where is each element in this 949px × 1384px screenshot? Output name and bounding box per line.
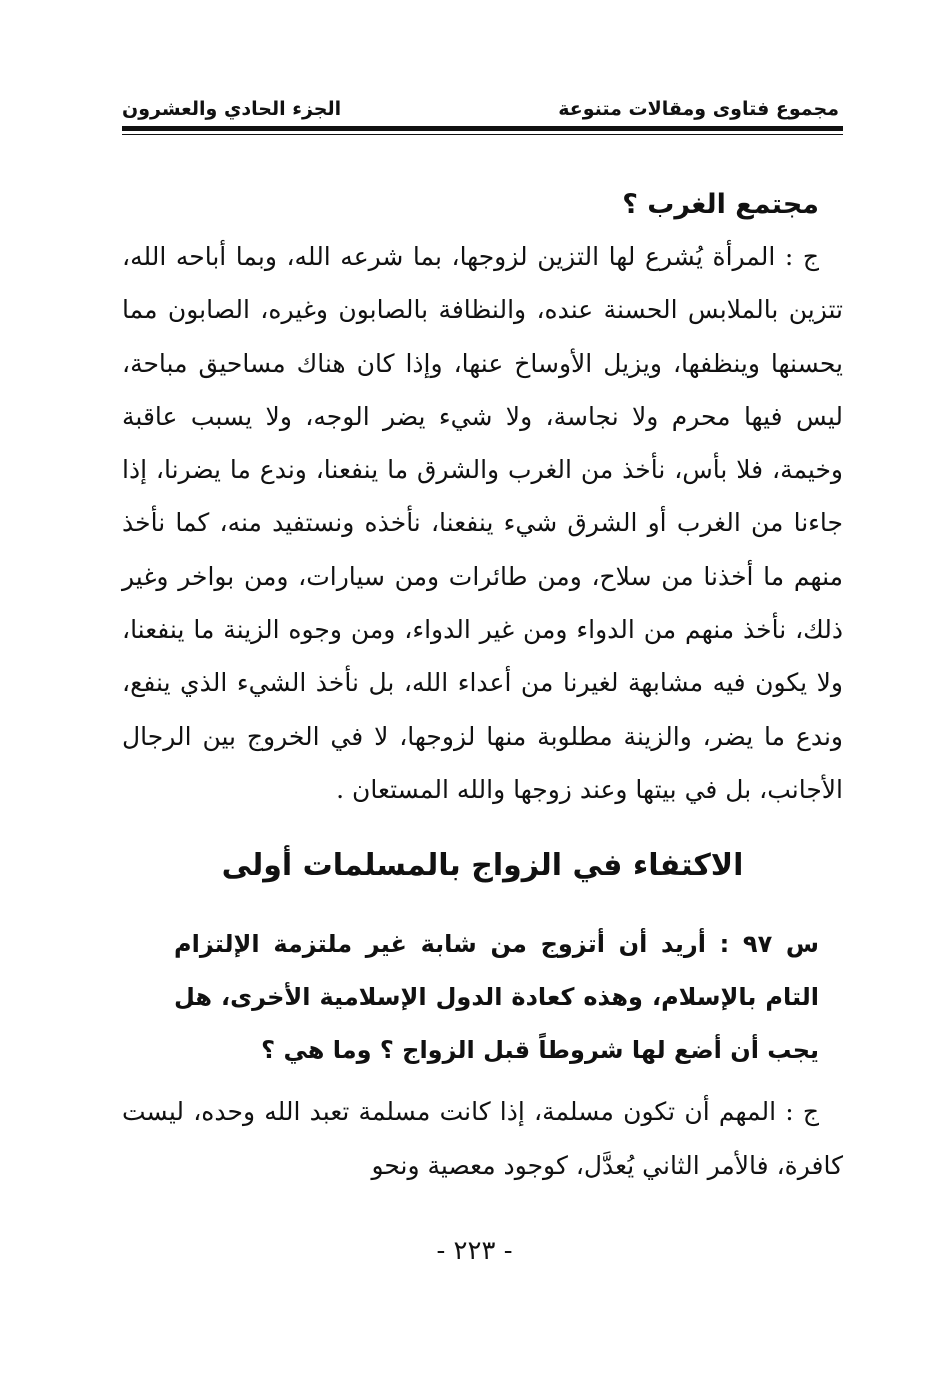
- header-thick-rule: [122, 126, 843, 131]
- answer-text: المهم أن تكون مسلمة، إذا كانت مسلمة تعبد الله وحده، ليست كافرة، فالأمر الثاني يُعدَّل، كوجود معصية ونحو: [122, 1097, 843, 1180]
- page-number: - ٢٢٣ -: [436, 1236, 513, 1266]
- question-paragraph: [174, 918, 819, 1077]
- page-body: [122, 180, 843, 1192]
- answer-text: المرأة يُشرع لها التزين لزوجها، بما شرعه الله، وبما أباحه الله، تتزين بالملابس الحسنة عنده، والنظافة بالصابون وغيره، الصابون مما يحسنها وينظفها، ويزيل الأوساخ عنها، وإذا كان هناك مساحيق مباحة، ليس فيها محرم ولا نجاسة، ولا شيء يضر الوجه، ولا يسبب عاقبة وخيمة، فلا بأس، نأخذ من الغرب والشرق ما ينفعنا، وندع ما يضرنا، إذا جاءنا من الغرب أو الشرق شيء ينفعنا، نأخذه ونستفيد منه، كما نأخذ منهم ما أخذنا من سلاح، ومن طائرات ومن سيارات، ومن بواخر وغير ذلك، نأخذ منهم من الدواء ومن غير الدواء، ومن وجوه الزينة ما ينفعنا، ولا يكون فيه مشابهة لغيرنا من أعداء الله، بل نأخذ الشيء الذي ينفع، وندع ما يضر، والزينة مطلوبة منها لزوجها، لا في الخروج بين الرجال الأجانب، بل في بيتها وعند زوجها والله المستعان .: [122, 242, 843, 804]
- answer-label: ج :: [785, 1097, 819, 1127]
- running-header: [122, 90, 839, 120]
- answer-paragraph-1: [122, 230, 843, 816]
- header-volume-title: الجزء الحادي والعشرون: [122, 98, 342, 120]
- answer-paragraph-2: [122, 1085, 843, 1192]
- question-text: أريد أن أتزوج من شابة غير ملتزمة الإلتزام التام بالإسلام، وهذه كعادة الدول الإسلامية الأخرى، هل يجب أن أضع لها شروطاً قبل الزواج ؟ وما هي ؟: [174, 930, 819, 1065]
- header-thin-rule: [122, 134, 843, 135]
- header-book-title: مجموع فتاوى ومقالات متنوعة: [558, 98, 839, 120]
- question-label: س ٩٧ :: [719, 930, 820, 959]
- previous-question-tail: مجتمع الغرب ؟: [622, 189, 819, 220]
- section-heading: الاكتفاء في الزواج بالمسلمات أولى: [221, 848, 744, 884]
- answer-label: ج :: [784, 242, 820, 271]
